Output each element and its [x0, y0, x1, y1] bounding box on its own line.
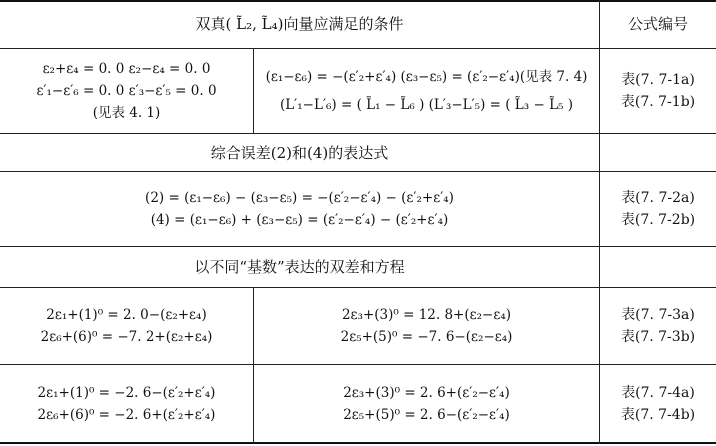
row4-right-line-1: 2ε₃+(3)⁰ = 2. 6+(ε′₂−ε′₄) — [343, 384, 510, 401]
header-condition-title: 双真( L̃₂, L̃₄)向量应满足的条件 — [195, 15, 404, 33]
row3-right-line-2: 2ε₅+(5)⁰ = −7. 6−(ε₂−ε₄) — [340, 329, 513, 345]
row1-left-line-1: ε₂+ε₄ = 0. 0 ε₂−ε₄ = 0. 0 — [42, 61, 211, 77]
bottom-rule — [0, 442, 716, 444]
row2-ref-b: 表(7. 7-2b) — [620, 212, 696, 228]
row2-ref-cell — [600, 172, 716, 246]
row4-ref-cell — [600, 365, 716, 442]
row3-left-line-2: 2ε₆+(6)⁰ = −7. 2+(ε₂+ε₄) — [40, 329, 213, 345]
row1-left-cell — [0, 49, 253, 133]
row4-right-cell — [254, 365, 599, 442]
row4-ref-b: 表(7. 7-4b) — [620, 406, 696, 423]
row1-ref-a: 表(7. 7-1a) — [621, 72, 695, 88]
row4-left-line-1: 2ε₁+(1)⁰ = −2. 6−(ε′₂+ε′₄) — [37, 384, 216, 401]
row3-ref-a: 表(7. 7-3a) — [621, 307, 695, 323]
row2-ref-a: 表(7. 7-2a) — [621, 190, 695, 206]
row1-left-line-2: ε′₁−ε′₆ = 0. 0 ε′₃−ε′₅ = 0. 0 — [36, 83, 217, 99]
row2-formula-cell — [0, 172, 599, 246]
row4-right-line-2: 2ε₅+(5)⁰ = 2. 6−(ε′₂−ε′₄) — [343, 406, 510, 423]
row1-ref-b: 表(7. 7-1b) — [620, 94, 696, 110]
header-formula-no-title: 公式编号 — [627, 15, 688, 33]
row1-middle-line-1: (ε₁−ε₆) = −(ε′₂+ε′₄) (ε₃−ε₅) = (ε′₂−ε′₄)(见表 7. 4) — [265, 69, 588, 85]
row3-right-line-1: 2ε₃+(3)⁰ = 12. 8+(ε₂−ε₄) — [341, 307, 512, 323]
row3-ref-cell — [600, 288, 716, 364]
header-condition-cell — [0, 0, 599, 48]
row3-left-line-1: 2ε₁+(1)⁰ = 2. 0−(ε₂+ε₄) — [46, 307, 207, 323]
section2-title-cell — [0, 134, 599, 171]
section3-title: 以不同“基数”表达的双差和方程 — [194, 258, 405, 276]
row1-left-line-3: (见表 4. 1) — [92, 105, 161, 121]
row4-left-cell — [0, 365, 253, 442]
section2-title: 综合误差(2)和(4)的表达式 — [210, 143, 389, 162]
row1-ref-cell — [600, 49, 716, 133]
row3-ref-b: 表(7. 7-3b) — [620, 329, 696, 345]
row4-ref-a: 表(7. 7-4a) — [621, 384, 695, 401]
header-formula-cell — [600, 0, 716, 48]
row1-middle-cell — [254, 49, 599, 133]
row2-line-2: (4) = (ε₁−ε₆) + (ε₃−ε₅) = (ε′₂−ε′₄) − (ε′₂+ε′₄) — [150, 212, 449, 228]
row2-line-1: (2) = (ε₁−ε₆) − (ε₃−ε₅) = −(ε′₂−ε′₄) − (ε′₂+ε′₄) — [145, 190, 454, 206]
row3-left-cell — [0, 288, 253, 364]
section3-title-cell — [0, 247, 599, 287]
row4-left-line-2: 2ε₆+(6)⁰ = −2. 6+(ε′₂+ε′₄) — [37, 406, 216, 423]
row3-right-cell — [254, 288, 599, 364]
row1-middle-line-2: (L′₁−L′₆) = ( L̃₁ − L̃₆ ) (L′₃−L′₅) = ( L̃₃ − L̃₅ ) — [279, 97, 574, 113]
